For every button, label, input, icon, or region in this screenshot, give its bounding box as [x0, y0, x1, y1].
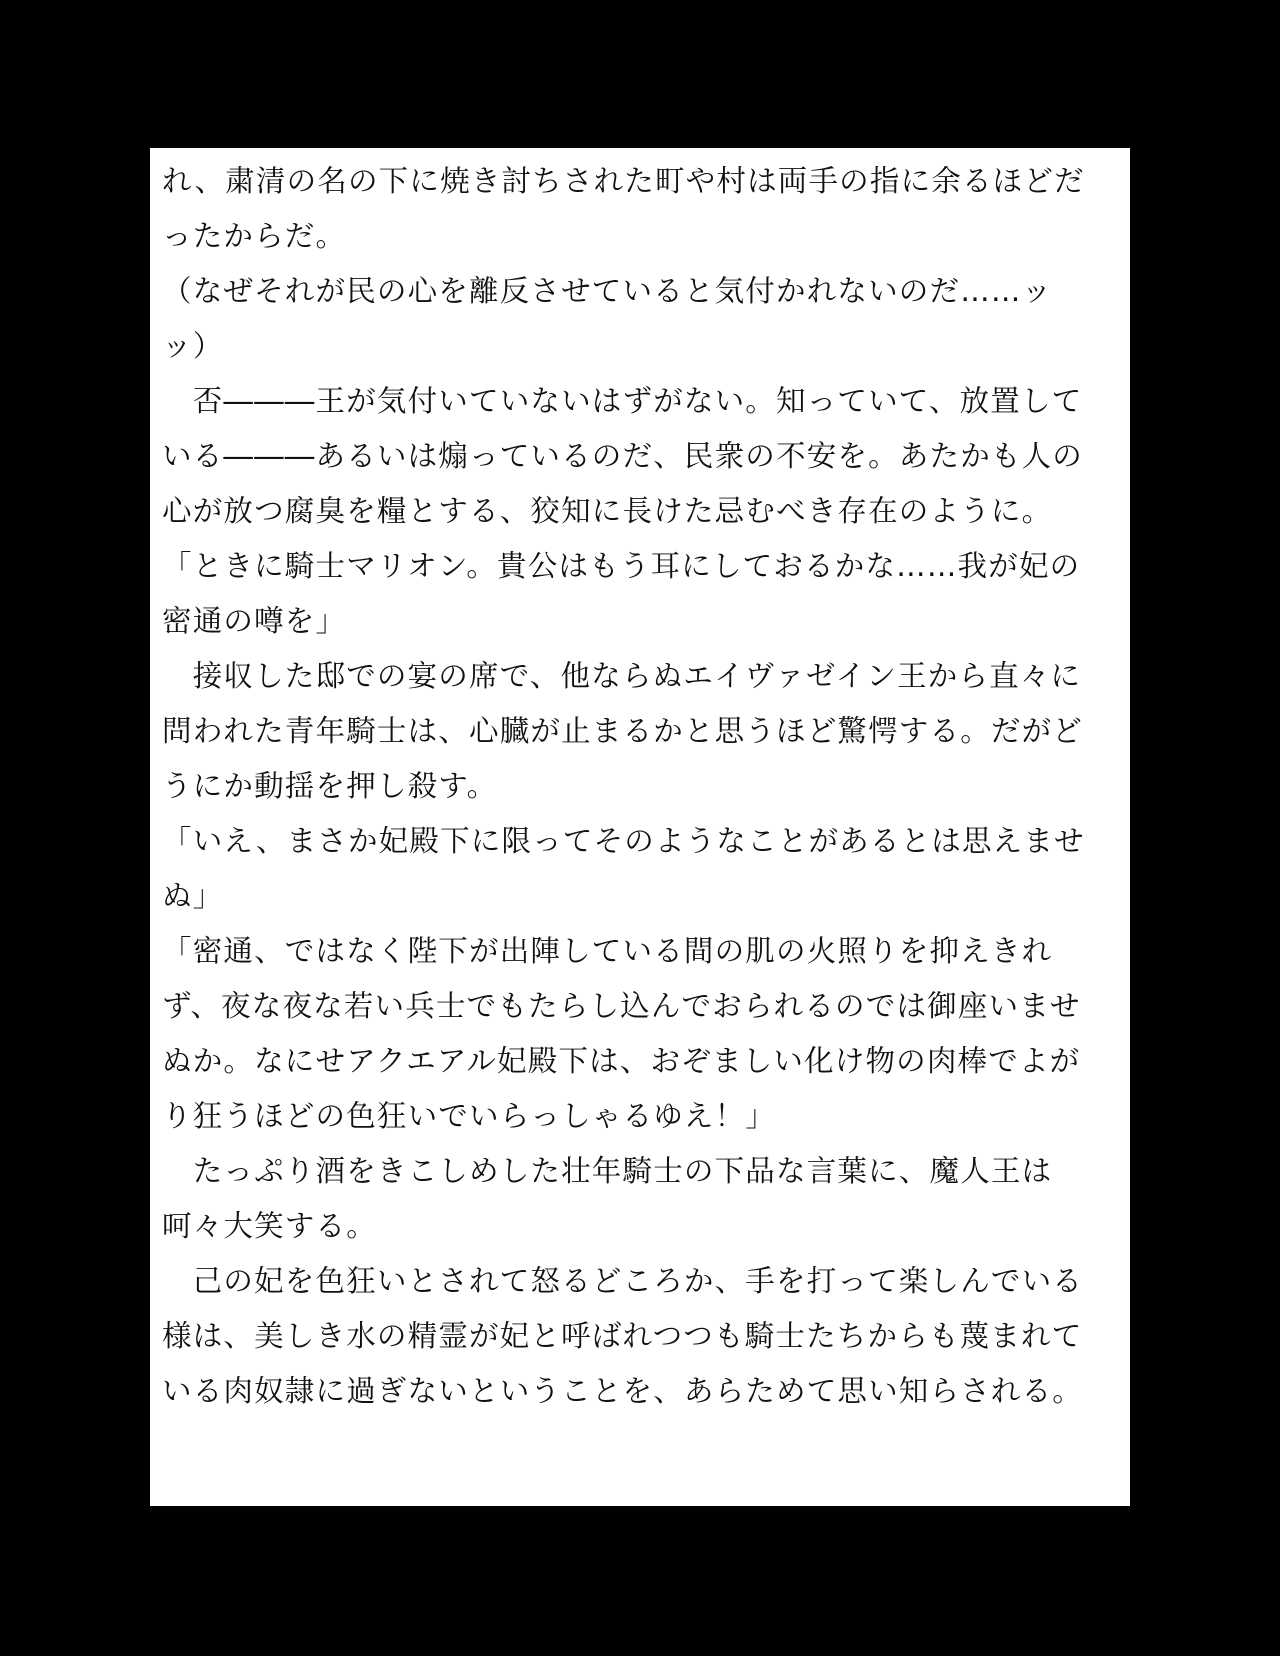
text-line: うにか動揺を押し殺す。	[162, 769, 498, 803]
text-line: 否―――王が気付いていないはずがない。知っていて、放置して	[162, 384, 1083, 418]
text-line: （なぜそれが民の心を離反させていると気付かれないのだ……ッ	[162, 274, 1053, 308]
text-line: ぬか。なにせアクエアル妃殿下は、おぞましい化け物の肉棒でよが	[162, 1044, 1081, 1078]
text-line: れ、粛清の名の下に焼き討ちされた町や村は両手の指に余るほどだ	[162, 164, 1085, 198]
text-line: り狂うほどの色狂いでいらっしゃるゆえ！」	[162, 1099, 777, 1133]
text-line: 呵々大笑する。	[162, 1209, 377, 1243]
text-line: ッ）	[162, 329, 224, 363]
text-line: ぬ」	[162, 879, 224, 913]
text-line: 接収した邸での宴の席で、他ならぬエイヴァゼイン王から直々に	[162, 659, 1082, 693]
text-line: いる肉奴隷に過ぎないということを、あらためて思い知らされる。	[162, 1374, 1084, 1408]
text-line: 密通の噂を」	[162, 604, 347, 638]
text-line: 「いえ、まさか妃殿下に限ってそのようなことがあるとは思えませ	[162, 824, 1085, 858]
text-page	[150, 148, 1130, 1506]
text-line: ず、夜な夜な若い兵士でもたらし込んでおられるのでは御座いませ	[162, 989, 1081, 1023]
text-line: 己の妃を色狂いとされて怒るどころか、手を打って楽しんでいる	[162, 1264, 1084, 1298]
text-line: ったからだ。	[162, 219, 347, 253]
text-line: たっぷり酒をきこしめした壮年騎士の下品な言葉に、魔人王は	[162, 1154, 1053, 1188]
text-line: いる―――あるいは煽っているのだ、民衆の不安を。あたかも人の	[162, 439, 1084, 473]
text-line: 「密通、ではなく陛下が出陣している間の肌の火照りを抑えきれ	[162, 934, 1053, 968]
text-line: 問われた青年騎士は、心臓が止まるかと思うほど驚愕する。だがど	[162, 714, 1084, 748]
text-line: 「ときに騎士マリオン。貴公はもう耳にしておるかな……我が妃の	[162, 549, 1081, 583]
text-line: 様は、美しき水の精霊が妃と呼ばれつつも騎士たちからも蔑まれて	[162, 1319, 1083, 1353]
text-line: 心が放つ腐臭を糧とする、狡知に長けた忌むべき存在のように。	[162, 494, 1053, 528]
